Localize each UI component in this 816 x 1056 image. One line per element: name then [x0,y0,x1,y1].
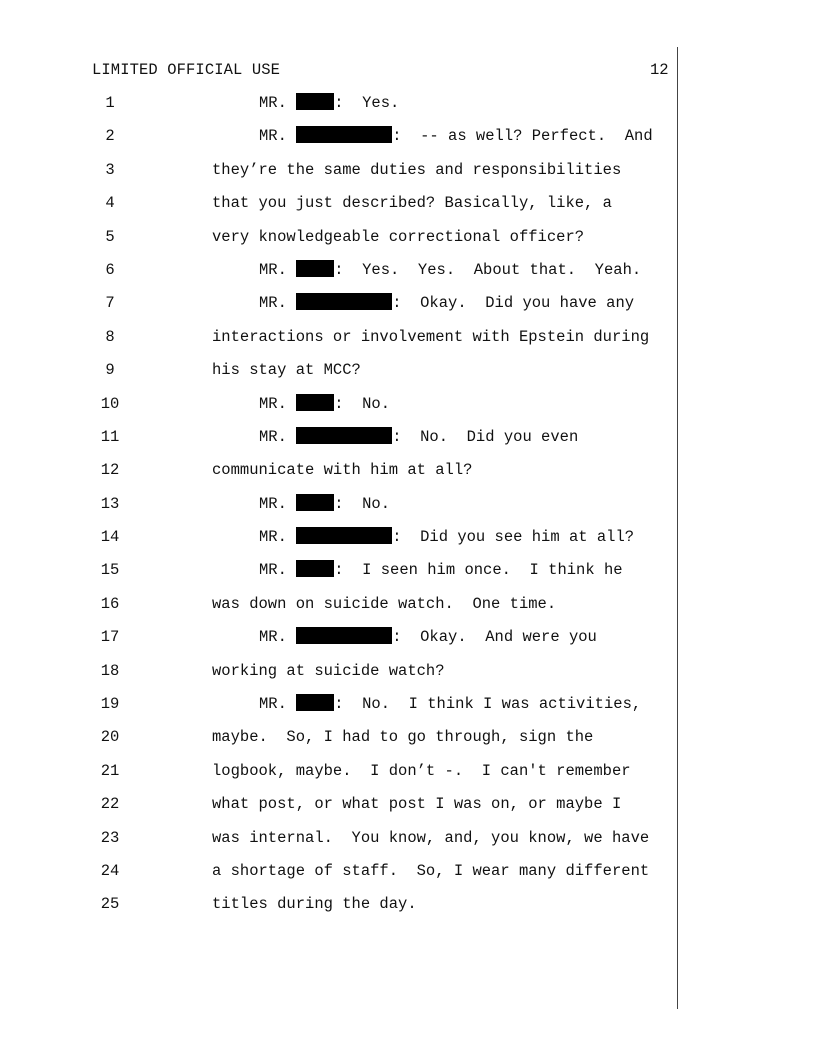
redaction-box [296,260,334,277]
redaction-box [296,527,392,544]
redaction-box [296,93,334,110]
redaction-box [296,293,392,310]
line-number: 16 [100,594,120,613]
transcript-line [0,894,680,927]
line-number: 23 [100,828,120,847]
redaction-box [296,394,334,411]
transcript-line [0,460,680,493]
transcript-line [0,193,680,226]
continuation-line-text: was down on suicide watch. One time. [212,594,557,613]
continuation-line-text: a shortage of staff. So, I wear many different [212,861,650,880]
transcript-line [0,327,680,360]
speaker-line-text [259,694,641,714]
transcript-line [0,427,680,460]
speaker-statement: : -- as well? Perfect. And [392,127,653,146]
transcript-line [0,661,680,694]
transcript-line [0,260,680,293]
speaker-statement: : Okay. And were you [392,628,597,647]
redaction-box [296,126,392,143]
line-number: 17 [100,628,120,647]
transcript-line [0,527,680,560]
speaker-prefix: MR. [259,528,297,547]
speaker-statement: : I seen him once. I think he [334,561,623,580]
redaction-box [296,694,334,711]
speaker-prefix: MR. [259,294,297,313]
line-number: 13 [100,494,120,513]
line-number: 24 [100,861,120,880]
continuation-line-text: maybe. So, I had to go through, sign the [212,728,594,747]
speaker-prefix: MR. [259,260,297,279]
speaker-line-text [259,427,578,447]
line-number: 12 [100,461,120,480]
speaker-line-text [259,93,399,113]
transcript-line [0,627,680,660]
redaction-box [296,494,334,511]
page-number: 12 [650,61,669,79]
transcript-line [0,794,680,827]
continuation-line-text: logbook, maybe. I don’t -. I can't remember [212,761,631,780]
line-number: 10 [100,394,120,413]
line-number: 21 [100,761,120,780]
speaker-prefix: MR. [259,127,297,146]
continuation-line-text: that you just described? Basically, like, a [212,194,612,213]
line-number: 22 [100,795,120,814]
speaker-line-text [259,527,634,547]
speaker-prefix: MR. [259,427,297,446]
line-number: 1 [105,94,115,112]
transcript-line [0,694,680,727]
redaction-box [296,427,392,444]
transcript-line [0,360,680,393]
line-number: 2 [105,127,115,146]
line-number: 4 [105,194,115,213]
transcript-line [0,594,680,627]
redaction-box [296,627,392,644]
speaker-statement: : Yes. [334,94,400,112]
continuation-line-text: titles during the day. [212,895,417,914]
line-number: 7 [105,294,115,313]
transcript-line [0,828,680,861]
speaker-prefix: MR. [259,394,297,413]
transcript-line [0,761,680,794]
transcript-line [0,394,680,427]
speaker-prefix: MR. [259,695,297,714]
line-number: 5 [105,227,115,246]
continuation-line-text: communicate with him at all? [212,461,473,480]
transcript-line [0,227,680,260]
transcript-line [0,727,680,760]
transcript-line [0,494,680,527]
transcript-line [0,160,680,193]
speaker-prefix: MR. [259,94,297,112]
line-number: 18 [100,661,120,680]
speaker-prefix: MR. [259,628,297,647]
continuation-line-text: they’re the same duties and responsibilities [212,160,622,179]
speaker-prefix: MR. [259,561,297,580]
line-number: 8 [105,327,115,346]
continuation-line-text: very knowledgeable correctional officer? [212,227,585,246]
transcript-line [0,293,680,326]
line-number: 15 [100,561,120,580]
transcript-lines [0,93,680,928]
speaker-statement: : Did you see him at all? [392,528,635,547]
speaker-statement: : No. Did you even [392,427,579,446]
transcript-line [0,861,680,894]
transcript-line [0,126,680,159]
line-number: 6 [105,260,115,279]
line-number: 9 [105,361,115,380]
line-number: 19 [100,695,120,714]
classification-header: LIMITED OFFICIAL USE [92,61,281,79]
continuation-line-text: was internal. You know, and, you know, we have [212,828,650,847]
transcript-line [0,93,680,126]
speaker-line-text [259,560,623,580]
speaker-line-text [259,394,390,414]
continuation-line-text: interactions or involvement with Epstein during [212,327,650,346]
continuation-line-text: working at suicide watch? [212,661,445,680]
continuation-line-text: his stay at MCC? [212,361,361,380]
transcript-line [0,560,680,593]
speaker-statement: : No. I think I was activities, [334,695,642,714]
speaker-line-text [259,260,641,280]
speaker-line-text [259,494,390,514]
speaker-line-text [259,293,634,313]
line-number: 14 [100,528,120,547]
continuation-line-text: what post, or what post I was on, or maybe I [212,795,622,814]
speaker-statement: : No. [334,494,391,513]
speaker-statement: : Yes. Yes. About that. Yeah. [334,260,642,279]
speaker-statement: : No. [334,394,391,413]
line-number: 11 [100,427,120,446]
line-number: 20 [100,728,120,747]
line-number: 25 [100,895,120,914]
redaction-box [296,560,334,577]
line-number: 3 [105,160,115,179]
speaker-prefix: MR. [259,494,297,513]
speaker-line-text [259,126,653,146]
speaker-statement: : Okay. Did you have any [392,294,635,313]
speaker-line-text [259,627,597,647]
